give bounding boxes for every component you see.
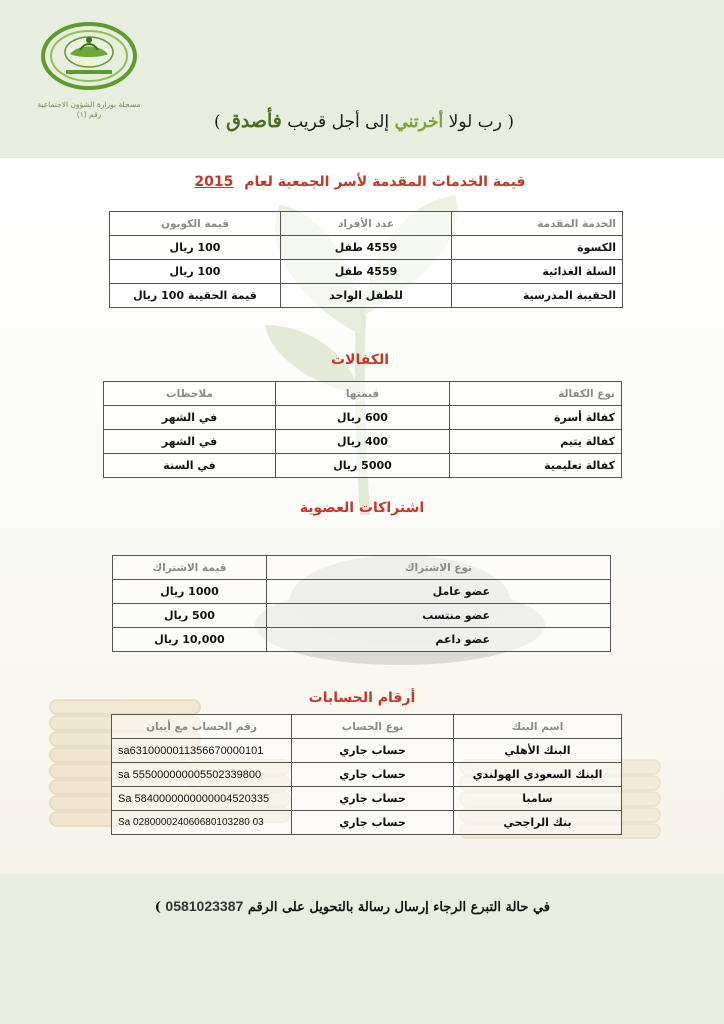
- column-header: عدد الأفراد: [281, 212, 452, 236]
- sponsorships-title-text: الكفالات: [330, 352, 390, 368]
- footer-text: في حالة التبرع الرجاء إرسال رسالة بالتحويل على الرقم: [247, 900, 550, 915]
- services-table: [109, 211, 623, 308]
- table-cell: البنك السعودي الهولندي: [454, 763, 622, 787]
- table-row: [104, 430, 622, 454]
- table-row: [112, 811, 622, 835]
- column-header: نوع الحساب: [292, 715, 454, 739]
- column-header: رقم الحساب مع أيبان: [112, 715, 292, 739]
- slogan-part-1: رب لولا: [448, 112, 502, 132]
- column-header: ملاحظات: [104, 382, 276, 406]
- slogan-highlight: أخرتني: [394, 112, 444, 132]
- footer-close-paren: ): [154, 900, 161, 915]
- table-row: [112, 787, 622, 811]
- table-cell: كفالة تعليمية: [450, 454, 622, 478]
- sponsorships-title: [300, 352, 420, 368]
- slogan-close-paren: ): [214, 112, 221, 132]
- table-cell: في الشهر: [104, 406, 276, 430]
- membership-title-text: اشتراكات العضوية: [299, 500, 425, 516]
- table-cell: 4559 طفل: [281, 236, 452, 260]
- table-cell: قيمة الحقيبة 100 ريال: [110, 284, 281, 308]
- table-header-row: [112, 715, 622, 739]
- table-cell: 100 ريال: [110, 260, 281, 284]
- table-cell: في الشهر: [104, 430, 276, 454]
- association-logo: [40, 22, 138, 90]
- accounts-table: [111, 714, 622, 835]
- table-row: [113, 628, 611, 652]
- table-cell: كفالة يتيم: [450, 430, 622, 454]
- column-header: نوع الاشتراك: [267, 556, 611, 580]
- table-row: [113, 604, 611, 628]
- membership-title: [282, 500, 442, 516]
- sponsorships-table: [103, 381, 622, 478]
- table-cell: السلة الغذائية: [452, 260, 623, 284]
- table-cell: 1000 ريال: [113, 580, 267, 604]
- table-cell: sa 555000000005502339800: [112, 763, 292, 787]
- table-row: [104, 454, 622, 478]
- phone-number: 0581023387: [165, 898, 244, 914]
- table-row: [104, 406, 622, 430]
- services-year: 2015: [194, 174, 234, 190]
- slogan-open-paren: (: [507, 112, 514, 132]
- table-cell: sa6310000011356670000101: [112, 739, 292, 763]
- services-title-text: قيمة الخدمات المقدمة لأسر الجمعية لعام: [244, 174, 526, 190]
- slogan: [214, 110, 514, 136]
- table-cell: سامبا: [454, 787, 622, 811]
- table-cell: Sa 028000024060680103280 03: [112, 811, 292, 835]
- slogan-brand: فأصدق: [226, 110, 282, 132]
- table-cell: 4559 طفل: [281, 260, 452, 284]
- membership-table: [112, 555, 611, 652]
- accounts-title: [302, 690, 422, 706]
- table-cell: للطفل الواحد: [281, 284, 452, 308]
- footer-band: [0, 874, 724, 1024]
- table-header-row: [104, 382, 622, 406]
- table-cell: بنك الراجحي: [454, 811, 622, 835]
- services-title: [180, 174, 540, 190]
- table-row: [110, 260, 623, 284]
- table-cell: 100 ريال: [110, 236, 281, 260]
- column-header: نوع الكفالة: [450, 382, 622, 406]
- registration-number: رقم (١): [76, 110, 102, 119]
- table-cell: عضو داعم: [267, 628, 611, 652]
- table-cell: البنك الأهلي: [454, 739, 622, 763]
- table-cell: حساب جاري: [292, 763, 454, 787]
- table-row: [112, 739, 622, 763]
- table-cell: حساب جاري: [292, 739, 454, 763]
- column-header: قيمة الكوبون: [110, 212, 281, 236]
- table-cell: 5000 ريال: [276, 454, 450, 478]
- table-cell: 600 ريال: [276, 406, 450, 430]
- table-cell: 10,000 ريال: [113, 628, 267, 652]
- table-cell: 400 ريال: [276, 430, 450, 454]
- table-cell: حساب جاري: [292, 787, 454, 811]
- table-cell: حساب جاري: [292, 811, 454, 835]
- column-header: قيمة الاشتراك: [113, 556, 267, 580]
- table-cell: كفالة أسرة: [450, 406, 622, 430]
- column-header: الخدمة المقدمة: [452, 212, 623, 236]
- donation-footer: [154, 898, 550, 915]
- table-row: [112, 763, 622, 787]
- table-cell: الكسوة: [452, 236, 623, 260]
- table-cell: Sa 5840000000000004520335: [112, 787, 292, 811]
- table-cell: عضو عامل: [267, 580, 611, 604]
- accounts-title-text: أرقام الحسابات: [308, 690, 416, 706]
- table-cell: عضو منتسب: [267, 604, 611, 628]
- column-header: قيمتها: [276, 382, 450, 406]
- table-row: [110, 284, 623, 308]
- table-cell: 500 ريال: [113, 604, 267, 628]
- registration-text: مسجلة بوزارة الشؤون الاجتماعية: [37, 100, 141, 109]
- slogan-part-2: إلى أجل قريب: [287, 112, 390, 132]
- logo-caption: [30, 100, 148, 120]
- table-cell: الحقيبة المدرسية: [452, 284, 623, 308]
- table-row: [113, 580, 611, 604]
- column-header: اسم البنك: [454, 715, 622, 739]
- table-header-row: [110, 212, 623, 236]
- table-header-row: [113, 556, 611, 580]
- table-row: [110, 236, 623, 260]
- table-cell: في السنة: [104, 454, 276, 478]
